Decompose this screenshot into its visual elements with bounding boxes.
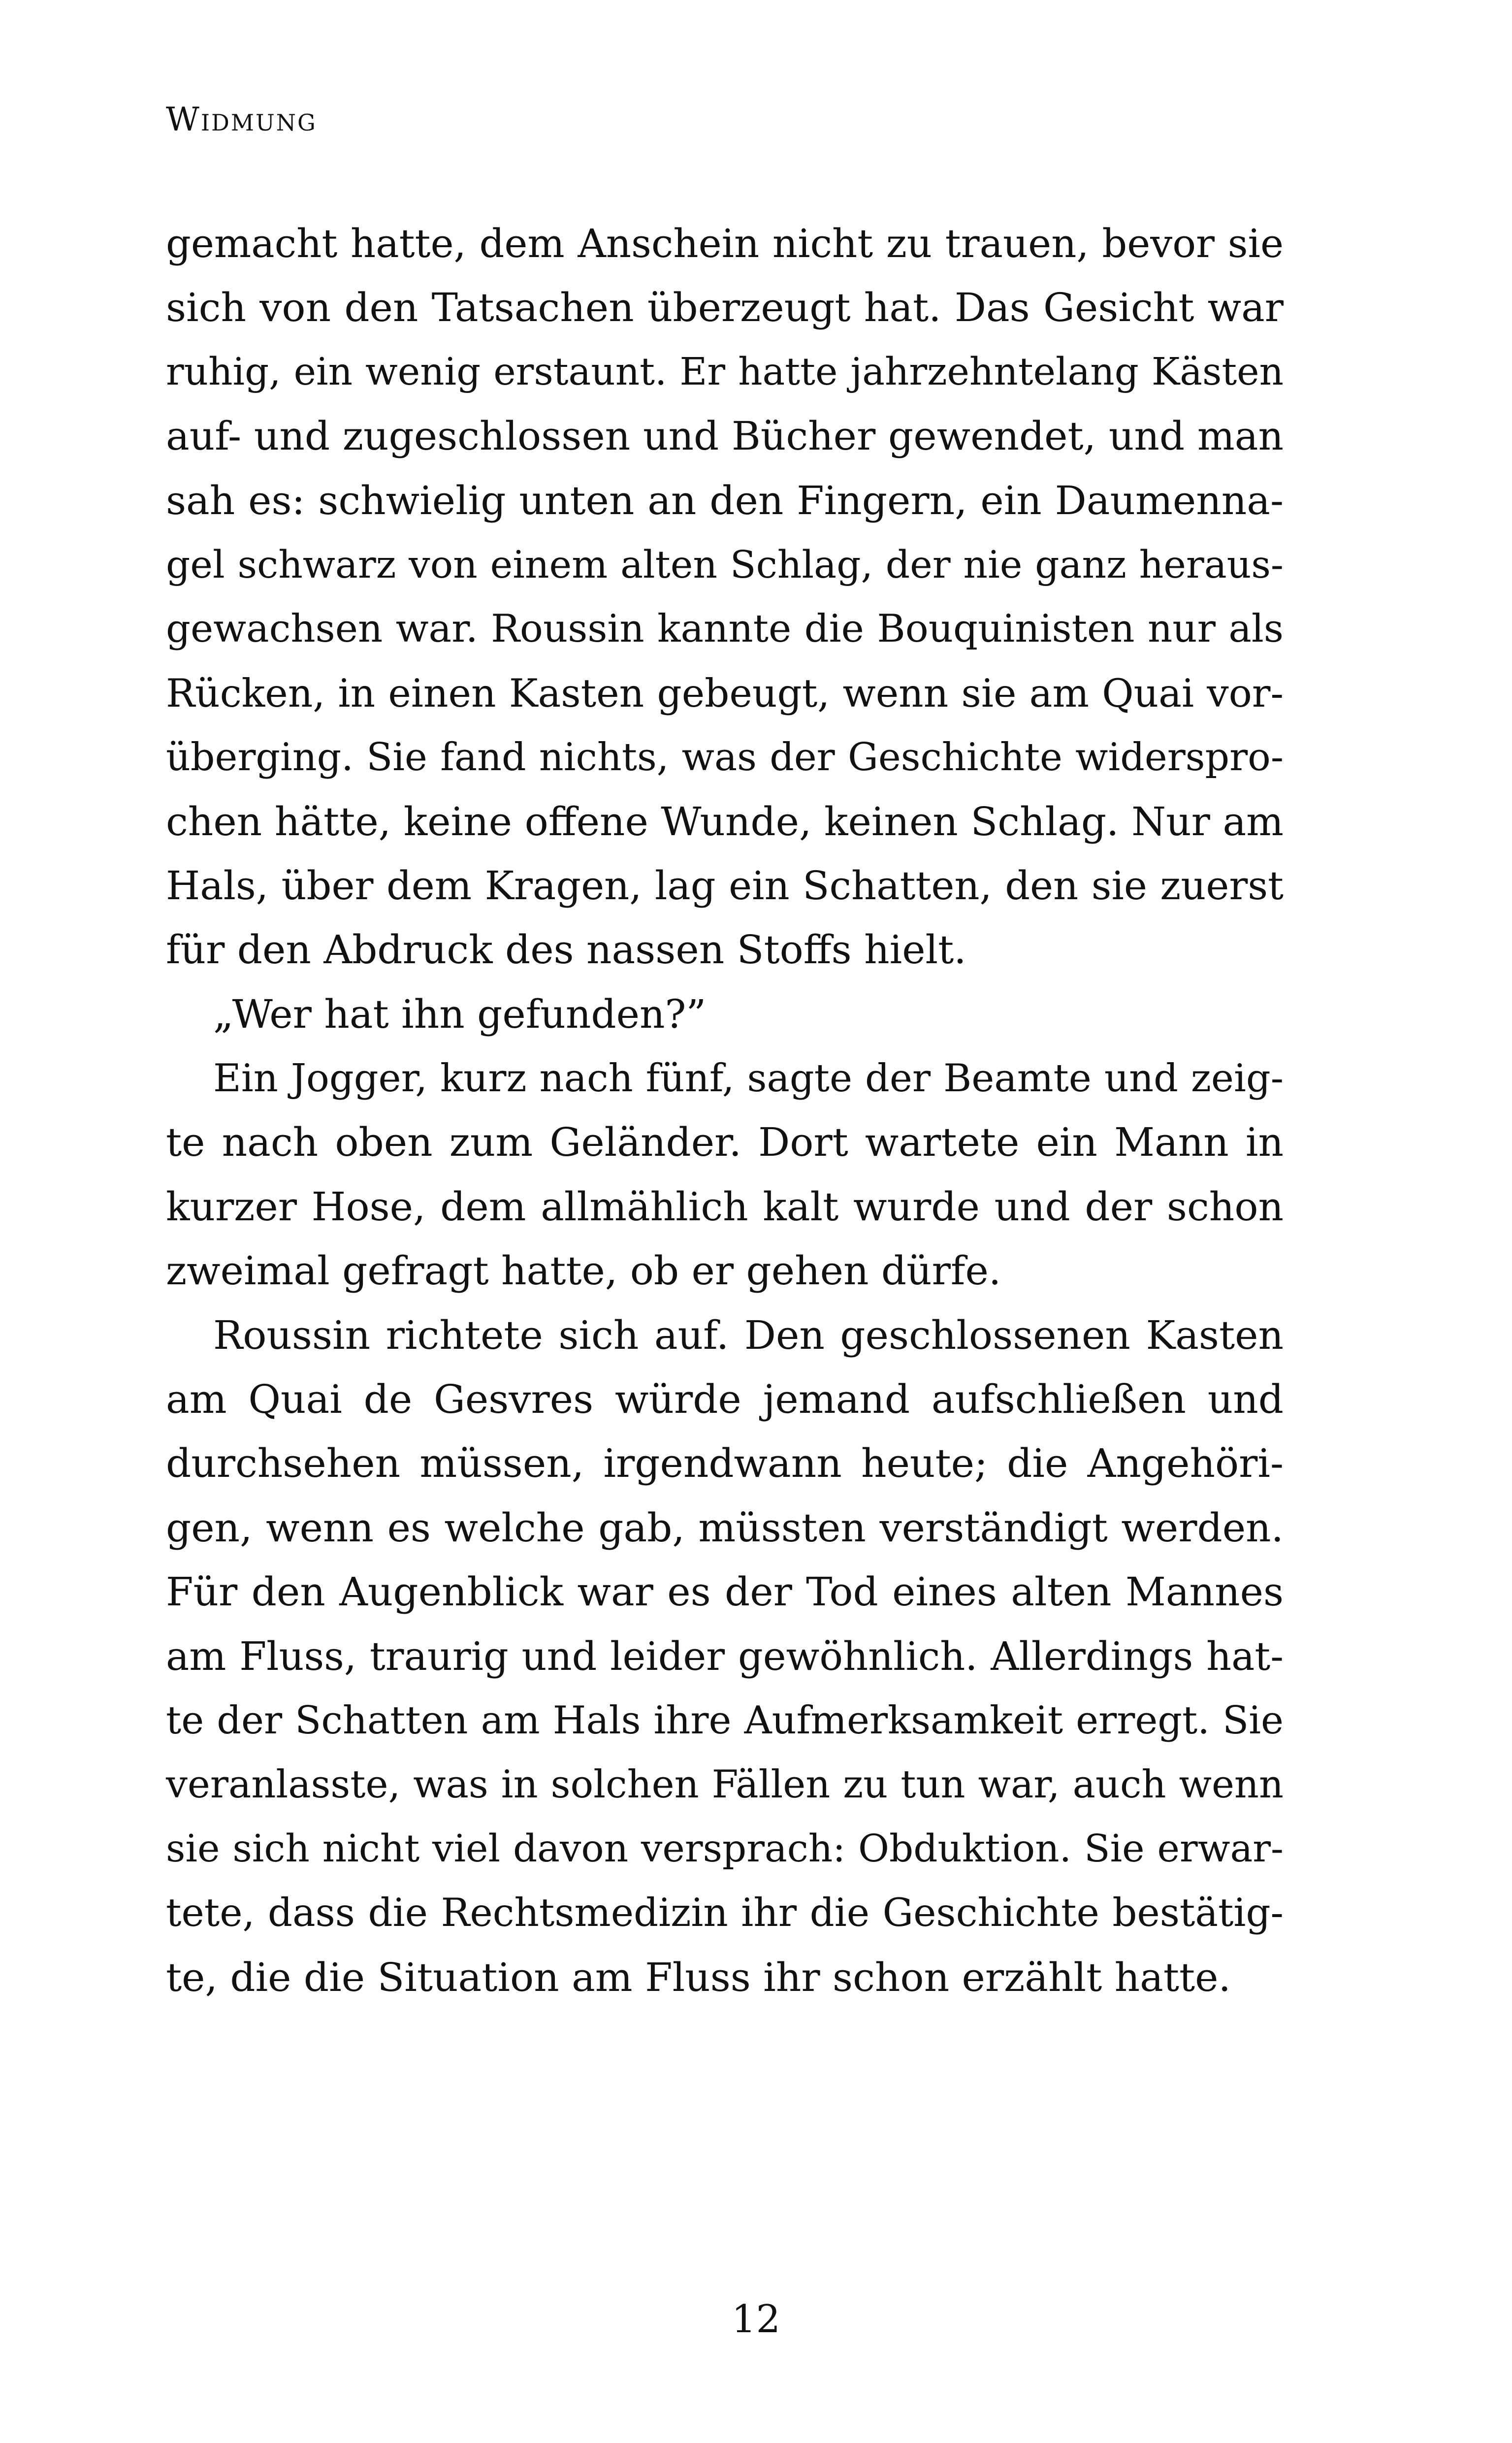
text-line: te der Schatten am Hals ihre Aufmerksamkeit erregt. Sie — [166, 1698, 1284, 1743]
text-line: te, die die Situation am Fluss ihr schon erzählt hatte. — [166, 1954, 1231, 2000]
text-line: überging. Sie fand nichts, was der Geschichte widerspro- — [166, 735, 1284, 780]
running-head: Widmung — [166, 100, 317, 138]
text-line: sie sich nicht viel davon versprach: Obduktion. Sie erwar- — [166, 1826, 1284, 1871]
text-line: am Quai de Gesvres würde jemand aufschließen und — [166, 1376, 1284, 1423]
text-line: gen, wenn es welche gab, müssten verständigt werden. — [166, 1504, 1284, 1551]
page-number: 12 — [731, 2297, 781, 2342]
text-line: Roussin richtete sich auf. Den geschlossenen Kasten — [213, 1312, 1284, 1358]
body-text — [166, 212, 1284, 2010]
text-line: ruhig, ein wenig erstaunt. Er hatte jahrzehntelang Kästen — [166, 350, 1284, 394]
text-line: sah es: schwielig unten an den Fingern, ein Daumenna- — [166, 477, 1284, 523]
text-line: veranlasste, was in solchen Fällen zu tun war, auch wenn — [166, 1762, 1284, 1807]
text-line: für den Abdruck des nassen Stoffs hielt. — [166, 927, 966, 973]
text-line: gemacht hatte, dem Anschein nicht zu trauen, bevor sie — [166, 221, 1284, 266]
text-line: gewachsen war. Roussin kannte die Bouquinisten nur als — [166, 607, 1284, 651]
text-line: „Wer hat ihn gefunden?” — [213, 991, 707, 1037]
text-line: te nach oben zum Geländer. Dort wartete ein Mann in — [166, 1119, 1284, 1166]
text-line: Ein Jogger, kurz nach fünf, sagte der Beamte und zeig- — [213, 1056, 1284, 1101]
text-line: Rücken, in einen Kasten gebeugt, wenn sie am Quai vor- — [166, 670, 1284, 716]
text-line: durchsehen müssen, irgendwann heute; die Angehöri- — [166, 1440, 1284, 1487]
text-line: kurzer Hose, dem allmählich kalt wurde und der schon — [166, 1183, 1284, 1230]
text-line: Für den Augenblick war es der Tod eines alten Mannes — [166, 1569, 1284, 1615]
text-line: zweimal gefragt hatte, ob er gehen dürfe. — [166, 1248, 1001, 1294]
text-line: gel schwarz von einem alten Schlag, der nie ganz heraus- — [166, 542, 1284, 587]
text-line: tete, dass die Rechtsmedizin ihr die Geschichte bestätig- — [166, 1890, 1284, 1936]
text-line: am Fluss, traurig und leider gewöhnlich. Allerdings hat- — [166, 1633, 1284, 1679]
text-line: sich von den Tatsachen überzeugt hat. Das Gesicht war — [166, 285, 1284, 331]
text-line: chen hätte, keine offene Wunde, keinen Schlag. Nur am — [166, 798, 1284, 845]
text-line: auf- und zugeschlossen und Bücher gewendet, und man — [166, 413, 1284, 459]
text-line: Hals, über dem Kragen, lag ein Schatten, den sie zuerst — [166, 862, 1284, 909]
